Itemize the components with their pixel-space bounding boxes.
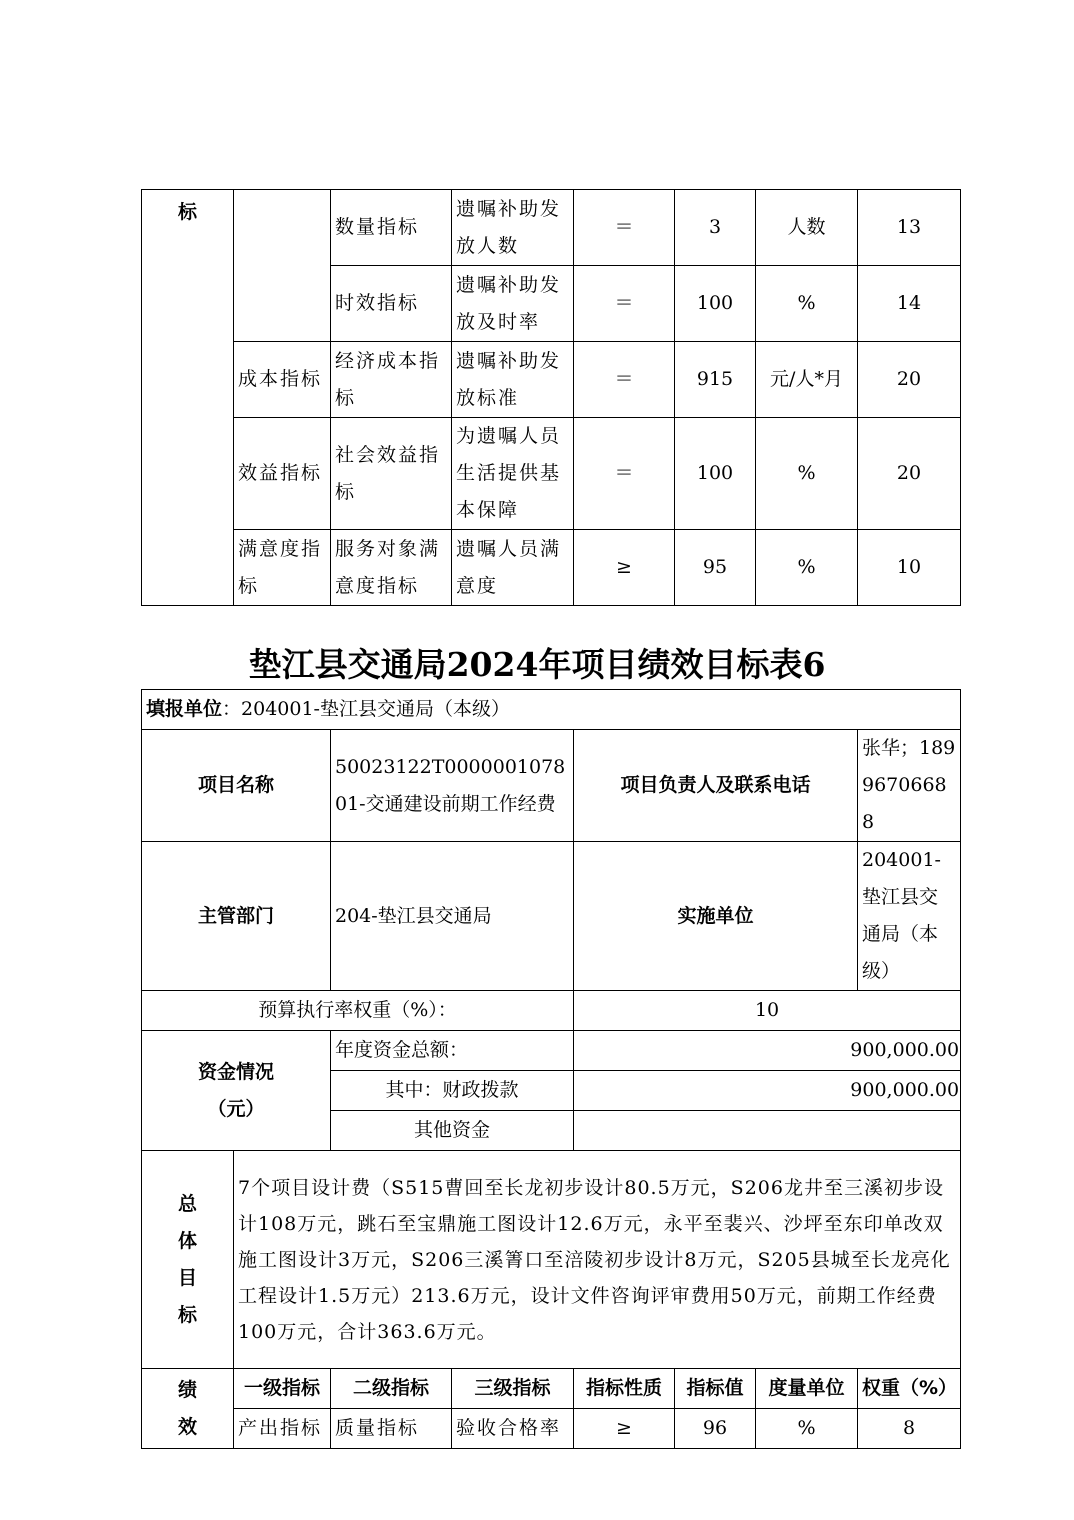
value-cell: 915	[675, 342, 756, 418]
level1-cell: 产出指标	[234, 1409, 331, 1449]
budget-rate-value: 10	[574, 991, 961, 1031]
level2-cell: 社会效益指标	[331, 418, 452, 530]
perf-label: 绩 效	[142, 1369, 234, 1449]
fund-label-line2: （元）	[207, 1097, 265, 1120]
weight-cell: 14	[858, 266, 961, 342]
nature-cell: ≥	[574, 1409, 675, 1449]
level2-cell: 质量指标	[331, 1409, 452, 1449]
indicator-label-cell: 标	[142, 190, 234, 606]
fill-unit-value: ：204001-垫江县交通局（本级）	[222, 698, 510, 720]
level3-cell: 遗嘱补助发放标准	[452, 342, 574, 418]
value-cell: 3	[675, 190, 756, 266]
level3-cell: 为遗嘱人员生活提供基本保障	[452, 418, 574, 530]
weight-cell: 13	[858, 190, 961, 266]
unit-cell: %	[756, 530, 858, 606]
unit-cell: %	[756, 1409, 858, 1449]
project-name-value: 50023122T000000107801-交通建设前期工作经费	[331, 730, 574, 842]
value-cell: 95	[675, 530, 756, 606]
unit-cell: 元/人*月	[756, 342, 858, 418]
fund-label	[142, 1031, 331, 1151]
header-value: 指标值	[675, 1369, 756, 1409]
value-cell: 96	[675, 1409, 756, 1449]
header-level2: 二级指标	[331, 1369, 452, 1409]
fiscal-label: 其中：财政拨款	[331, 1071, 574, 1111]
weight-cell: 10	[858, 530, 961, 606]
impl-label: 实施单位	[574, 842, 858, 991]
level1-cell: 满意度指标	[234, 530, 331, 606]
weight-cell: 20	[858, 342, 961, 418]
unit-cell: 人数	[756, 190, 858, 266]
impl-value: 204001-垫江县交通局（本级）	[858, 842, 961, 991]
fiscal-value: 900,000.00	[574, 1071, 961, 1111]
header-unit: 度量单位	[756, 1369, 858, 1409]
level3-cell: 遗嘱人员满意度	[452, 530, 574, 606]
nature-cell: ＝	[574, 418, 675, 530]
nature-cell: ≥	[574, 530, 675, 606]
leader-label: 项目负责人及联系电话	[574, 730, 858, 842]
project-name-label: 项目名称	[142, 730, 331, 842]
fund-label-line1: 资金情况	[197, 1060, 274, 1083]
goal-label: 总 体 目 标	[142, 1151, 234, 1369]
value-cell: 100	[675, 418, 756, 530]
header-level1: 一级指标	[234, 1369, 331, 1409]
budget-rate-label: 预算执行率权重（%）：	[142, 991, 574, 1031]
level2-cell: 经济成本指标	[331, 342, 452, 418]
header-weight: 权重（%）	[858, 1369, 961, 1409]
level3-cell: 遗嘱补助发放人数	[452, 190, 574, 266]
level1-cell	[234, 190, 331, 342]
annual-total-label: 年度资金总额：	[331, 1031, 574, 1071]
nature-cell: ＝	[574, 342, 675, 418]
fill-unit-label: 填报单位	[146, 698, 223, 720]
level1-cell: 成本指标	[234, 342, 331, 418]
level2-cell: 时效指标	[331, 266, 452, 342]
header-nature: 指标性质	[574, 1369, 675, 1409]
annual-total-value: 900,000.00	[574, 1031, 961, 1071]
leader-value: 张华；18996706688	[858, 730, 961, 842]
indicator-table-continued	[141, 189, 961, 606]
weight-cell: 20	[858, 418, 961, 530]
dept-label: 主管部门	[142, 842, 331, 991]
project-performance-table	[141, 689, 961, 1449]
level3-cell: 验收合格率	[452, 1409, 574, 1449]
other-fund-value	[574, 1111, 961, 1151]
weight-cell: 8	[858, 1409, 961, 1449]
value-cell: 100	[675, 266, 756, 342]
level2-cell: 数量指标	[331, 190, 452, 266]
header-level3: 三级指标	[452, 1369, 574, 1409]
fill-unit-row	[142, 690, 961, 730]
dept-value: 204-垫江县交通局	[331, 842, 574, 991]
unit-cell: %	[756, 266, 858, 342]
level3-cell: 遗嘱补助发放及时率	[452, 266, 574, 342]
level2-cell: 服务对象满意度指标	[331, 530, 452, 606]
other-fund-label: 其他资金	[331, 1111, 574, 1151]
unit-cell: %	[756, 418, 858, 530]
nature-cell: ＝	[574, 190, 675, 266]
goal-text: 7个项目设计费（S515曹回至长龙初步设计80.5万元，S206龙井至三溪初步设计108万元，跳石至宝鼎施工图设计12.6万元，永平至裴兴、沙坪至东印单改双施工图设计3万元，S206三溪箐口至涪陵初步设计8万元，S205县城至长龙亮化工程设计1.5万元）213.6万元，设计文件咨询评审费用50万元，前期工作经费100万元，合计363.6万元。	[234, 1151, 961, 1369]
level1-cell: 效益指标	[234, 418, 331, 530]
page-title: 垫江县交通局2024年项目绩效目标表6	[248, 645, 826, 684]
nature-cell: ＝	[574, 266, 675, 342]
